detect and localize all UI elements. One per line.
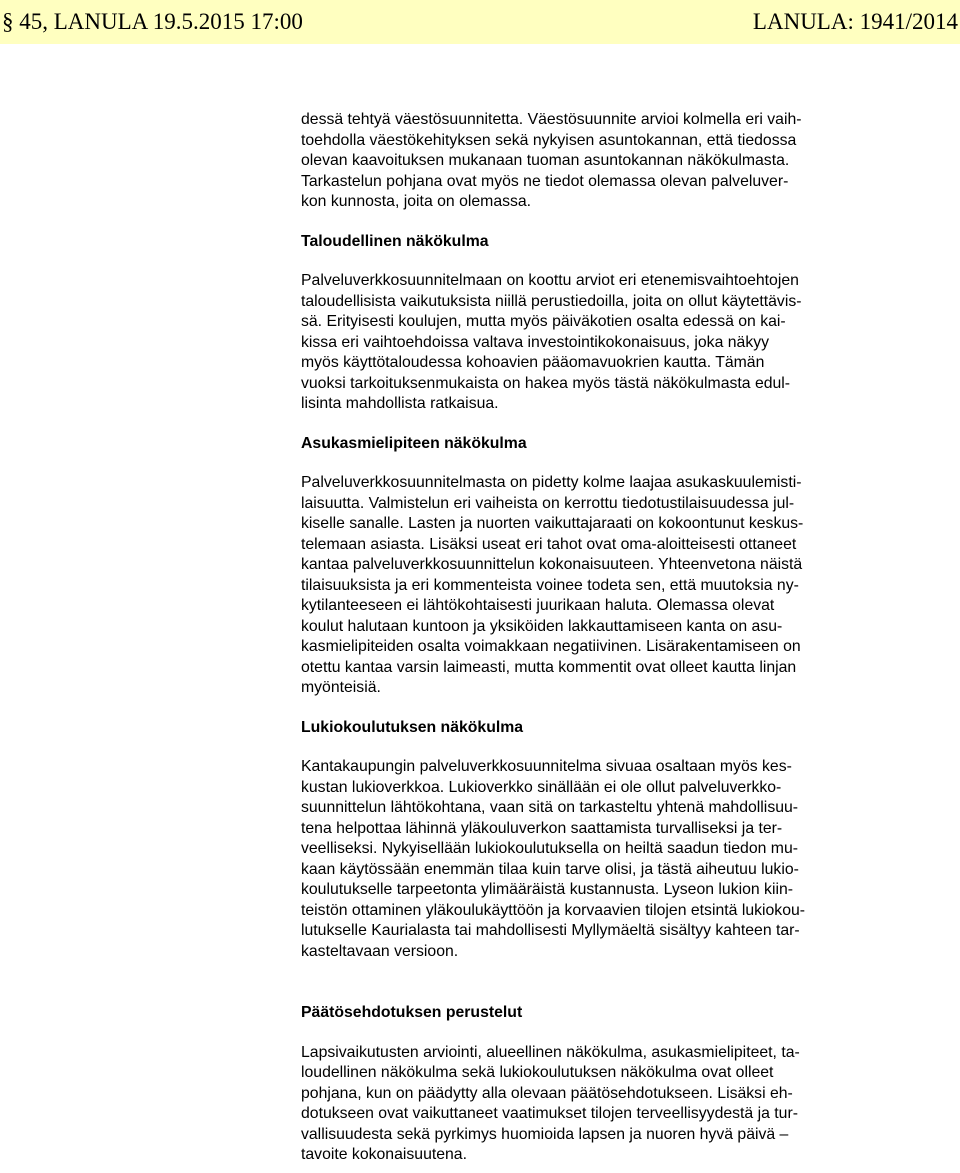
- text-line: teistön ottaminen yläkoulukäyttöön ja korvaavien tilojen etsintä lukiokou-: [301, 901, 806, 919]
- text-line: dessä tehtyä väestösuunnitetta. Väestösuunnite arvioi kolmella eri vaih-: [301, 111, 802, 128]
- text-line: olevan kaavoituksen mukanaan tuoman asuntokannan näkökulmasta.: [301, 152, 790, 169]
- text-line: Palveluverkkosuunnitelmasta on pidetty kolme laajaa asukaskuulemisti-: [301, 474, 802, 491]
- paragraph-upper-secondary: [301, 757, 871, 962]
- text-line: tilaisuuksista ja eri kommenteista voinee todeta sen, että muutoksia ny-: [301, 576, 799, 594]
- text-line: toehdolla väestökehityksen sekä nykyisen asuntokannan, että tiedossa: [301, 131, 797, 149]
- text-line: lutukselle Kaurialasta tai mahdollisesti Myllymäeltä sisältyy kahteen tar-: [301, 922, 800, 939]
- text-line: telemaan asiasta. Lisäksi useat eri tahot ovat oma-aloitteisesti ottaneet: [301, 535, 797, 553]
- text-line: kytilanteeseen ei lähtökohtaisesti juurikaan haluta. Olemassa olevat: [301, 597, 775, 614]
- text-line: vallisuudesta sekä pyrkimys huomioida lapsen ja nuoren hyvä päivä –: [301, 1125, 789, 1143]
- paragraph-resident-opinion: [301, 473, 871, 699]
- text-line: Tarkastelun pohjana ovat myös ne tiedot olemassa olevan palveluver-: [301, 172, 789, 190]
- text-line: veelliseksi. Nykyisellään lukiokoulutuksella on heiltä saadun tiedon mu-: [301, 840, 798, 857]
- text-line: sä. Erityisesti koulujen, mutta myös päiväkotien osalta edessä on kai-: [301, 313, 786, 330]
- text-line: tavoite kokonaisuutena.: [301, 1146, 467, 1163]
- intro-paragraph: [301, 110, 871, 213]
- text-line: kissa eri vaihtoehdoissa valtava investointikokonaisuus, joka näkyy: [301, 333, 770, 351]
- text-line: myönteisiä.: [301, 679, 381, 696]
- text-line: kustan lukioverkkoa. Lukioverkko sinällään ei ole ollut palveluverkko-: [301, 778, 782, 796]
- text-line: laisuutta. Valmistelun eri vaiheista on kerrottu tiedotustilaisuudessa jul-: [301, 494, 795, 512]
- document-header: [0, 0, 960, 44]
- section-heading-decision-rationale: Päätösehdotuksen perustelut: [301, 1004, 523, 1021]
- text-line: loudellinen näkökulma sekä lukiokoulutuksen näkökulma ovat olleet: [301, 1064, 774, 1081]
- text-line: suunnittelun lähtökohtana, vaan sitä on tarkasteltu yhtenä mahdollisuu-: [301, 799, 799, 816]
- text-line: taloudellisista vaikutuksista niillä perustiedoilla, joita on ollut käytettävis-: [301, 292, 802, 310]
- text-line: lisinta mahdollista ratkaisua.: [301, 395, 499, 412]
- text-line: tena helpottaa lähinnä yläkouluverkon saattamista turvalliseksi ja ter-: [301, 819, 783, 837]
- text-line: Palveluverkkosuunnitelmaan on koottu arviot eri etenemisvaihtoehtojen: [301, 272, 799, 289]
- text-line: kon kunnosta, joita on olemassa.: [301, 193, 532, 210]
- paragraph-economic: [301, 271, 871, 415]
- header-record-number: LANULA: 1941/2014: [752, 9, 958, 34]
- text-line: Kantakaupungin palveluverkkosuunnitelma sivuaa osaltaan myös kes-: [301, 758, 792, 775]
- text-line: vuoksi tarkoituksenmukaista on hakea myös tästä näkökulmasta edul-: [301, 374, 791, 392]
- document-body: [301, 110, 871, 1166]
- text-line: otettu kantaa varsin laimeasti, mutta kommentit ovat olleet kautta linjan: [301, 658, 797, 676]
- text-line: kaan käytössään enemmän tilaa kuin tarve olisi, ja tästä aiheutuu lukio-: [301, 860, 799, 878]
- text-line: kasteltavaan versioon.: [301, 942, 459, 960]
- header-section-date: § 45, LANULA 19.5.2015 17:00: [2, 9, 303, 34]
- text-line: koulut halutaan kuntoon ja yksiköiden lakkauttamiseen kanta on asu-: [301, 617, 783, 635]
- text-line: myös käyttötaloudessa kohoavien pääomavuokrien kautta. Tämän: [301, 354, 765, 371]
- text-line: dotukseen ovat vaikuttaneet vaatimukset tilojen terveellisyydestä ja tur-: [301, 1105, 798, 1122]
- section-heading-economic: Taloudellinen näkökulma: [301, 232, 489, 250]
- section-heading-resident-opinion: Asukasmielipiteen näkökulma: [301, 434, 527, 452]
- paragraph-decision-rationale: [301, 1043, 871, 1166]
- text-line: Lapsivaikutusten arviointi, alueellinen näkökulma, asukasmielipiteet, ta-: [301, 1043, 800, 1061]
- section-heading-upper-secondary: Lukiokoulutuksen näkökulma: [301, 718, 524, 736]
- text-line: koulutukselle tarpeetonta ylimääräistä kustannusta. Lyseon lukion kiin-: [301, 881, 794, 898]
- text-line: kasmielipiteiden osalta voimakkaan negatiivinen. Lisärakentamiseen on: [301, 638, 801, 655]
- text-line: pohjana, kun on päädytty alla olevaan päätösehdotukseen. Lisäksi eh-: [301, 1084, 793, 1102]
- text-line: kantaa palveluverkkosuunnittelun kokonaisuuteen. Yhteenvetona näistä: [301, 556, 803, 573]
- text-line: kiselle sanalle. Lasten ja nuorten vaikuttajaraati on kokoontunut keskus-: [301, 515, 804, 532]
